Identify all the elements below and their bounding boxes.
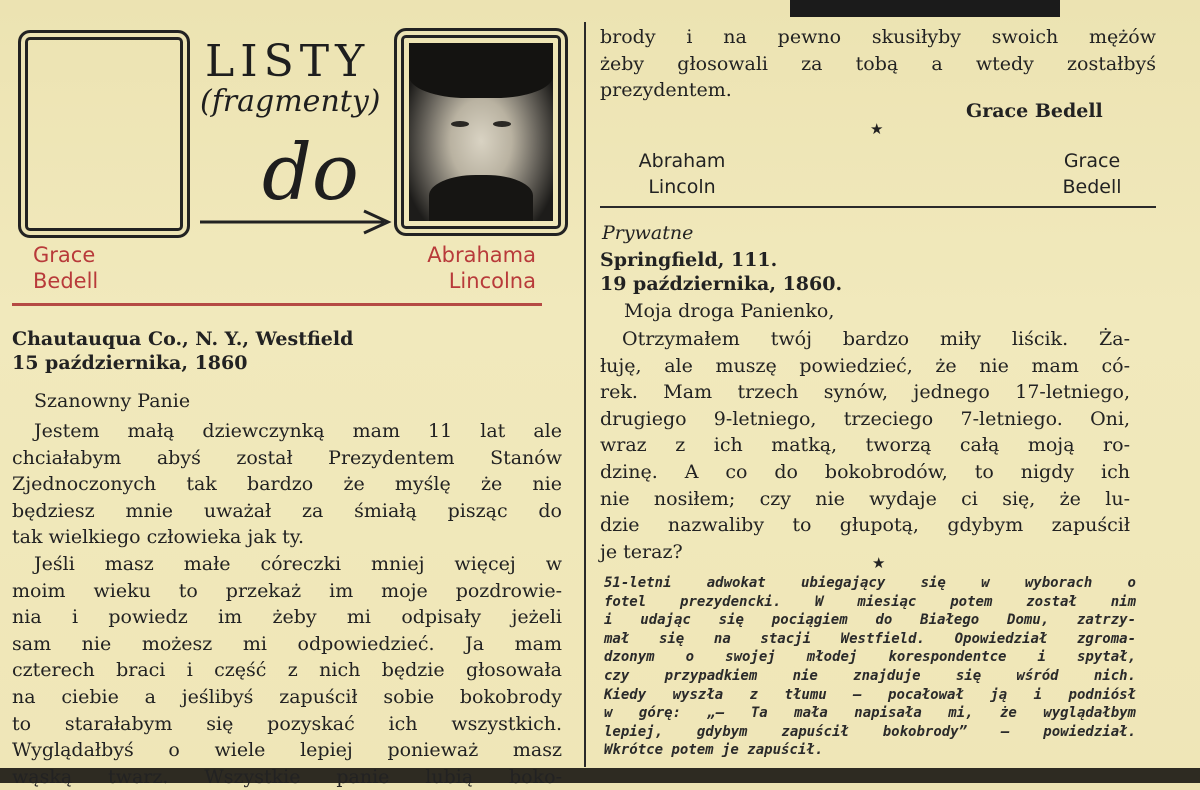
letter2-line: je teraz? <box>600 540 683 563</box>
letter1-line: będziesz mnie uważał za śmiałą pisząc do <box>12 499 562 522</box>
letter1-line: wąską twarz. Wszystkie panie lubią boko- <box>12 765 562 788</box>
letter1-line: Wyglądałbyś o wiele lepiej ponieważ masz <box>12 739 562 762</box>
letter2-line: dzinę. A co do bokobrodów, to nigdy ich <box>600 460 1130 483</box>
letter1-line: brody i na pewno skusiłyby swoich mężów <box>600 26 1156 48</box>
letter1-line: nia i powiedz im żeby mi odpisały jeżeli <box>12 606 562 629</box>
letter2-line: rek. Mam trzech synów, jednego 17-letniego, <box>600 381 1130 404</box>
letter1-place: Chautauqua Co., N. Y., Westfield <box>12 328 354 350</box>
letter2-line: łuję, ale muszę powiedzieć, że nie mam có- <box>600 354 1130 377</box>
footnote-line: mał się na stacji Westfield. Opowiedział zgroma- <box>604 630 1136 647</box>
letter2-place: Springfield, 111. <box>600 249 778 271</box>
letter2-date: 19 października, 1860. <box>600 273 843 295</box>
letter1-body <box>12 418 562 790</box>
header-title: LISTY <box>205 36 371 87</box>
top-black-bar <box>790 0 1060 17</box>
footnote-line: 51-letni adwokat ubiegający się w wyborach o <box>604 575 1136 591</box>
letter1-line: żeby głosowali za tobą a wtedy zostałbyś <box>600 52 1156 75</box>
letter2-body <box>600 326 1130 565</box>
footnote-line: fotel prezydencki. W miesiąc potem został nim <box>604 593 1136 610</box>
letter1-line: to starałabym się pozyskać ich wszystkich. <box>12 712 562 735</box>
footnote-line: Wkrótce potem je zapuścił. <box>604 742 824 759</box>
footnote <box>604 574 1136 760</box>
letter1-line: Zjednoczonych tak bardzo że myślę że nie <box>12 473 562 496</box>
letter2-heading <box>600 248 1156 296</box>
letter2-line: nie nosiłem; czy nie wydaje ci się, że lu- <box>600 487 1130 510</box>
letter1-line: Jeśli masz małe córeczki mniej więcej w <box>34 552 562 575</box>
header-red-rule <box>12 303 542 306</box>
letter2-line: drugiego 9-letniego, trzeciego 7-letniego. Oni, <box>600 407 1130 430</box>
sender-label: Grace Bedell <box>33 243 99 293</box>
letter1-line: prezydentem. <box>600 79 732 102</box>
recipient-label: Abrahama Lincolna <box>427 243 536 293</box>
letter1-line: sam nie możesz mi odpowiedzieć. Ja mam <box>12 632 562 655</box>
letter1-line: czterech braci i część z nich będzie głosowała <box>12 659 562 682</box>
names-right: Grace Bedell <box>1062 150 1122 198</box>
header-subtitle: (fragmenty) <box>200 84 381 119</box>
footnote-line: i udając się pociągiem do Białego Domu, zatrzy- <box>604 612 1136 629</box>
footnote-line: w górę: „— Ta mała napisała mi, że wyglądałbym <box>604 705 1136 722</box>
column-divider <box>584 22 586 767</box>
letter2-line: Otrzymałem twój bardzo miły liścik. Ża- <box>622 328 1130 350</box>
letter1-continuation <box>600 24 1156 104</box>
letter2-salutation: Moja droga Panienko, <box>624 300 835 322</box>
star-separator-icon: ★ <box>870 120 884 138</box>
star-separator-icon: ★ <box>872 554 886 572</box>
letter2-line: dzie nazwaliby to głupotą, gdybym zapuścił <box>600 514 1130 537</box>
names-left: Abraham Lincoln <box>638 150 726 198</box>
section-rule <box>600 206 1156 208</box>
letter1-signature: Grace Bedell <box>966 100 1103 122</box>
letter1-line: Jestem małą dziewczynką mam 11 lat ale <box>34 420 562 442</box>
lincoln-portrait-frame <box>394 28 568 236</box>
lincoln-portrait-image <box>409 43 553 221</box>
header-connector: do <box>262 128 359 218</box>
footnote-line: Kiedy wyszła z tłumu — pocałował ją i podniósł <box>604 686 1136 703</box>
letter1-salutation: Szanowny Panie <box>34 390 191 412</box>
arrow-right-icon <box>198 206 394 236</box>
letter1-date: 15 października, 1860 <box>12 352 248 374</box>
letter1-line: tak wielkiego człowieka jak ty. <box>12 526 305 549</box>
footnote-line: lepiej, gdybym zapuścił bokobrody” — powiedział. <box>604 723 1136 740</box>
empty-portrait-frame <box>18 30 190 238</box>
letter1-line: chciałabym abyś został Prezydentem Stanów <box>12 446 562 469</box>
letter1-line: moim wieku to przekaż im moje pozdrowie- <box>12 579 562 602</box>
footnote-line: dzonym o swojej młodej korespondentce i spytał, <box>604 649 1136 666</box>
letter1-line: na ciebie a jeślibyś zapuścił sobie bokobrody <box>12 685 562 708</box>
letter2-label: Prywatne <box>602 222 694 244</box>
footnote-line: czy przypadkiem nie znajduje się wśród nich. <box>604 667 1136 684</box>
letter2-line: wraz z ich matką, tworzą całą moją ro- <box>600 434 1130 457</box>
letter1-heading <box>12 327 552 375</box>
